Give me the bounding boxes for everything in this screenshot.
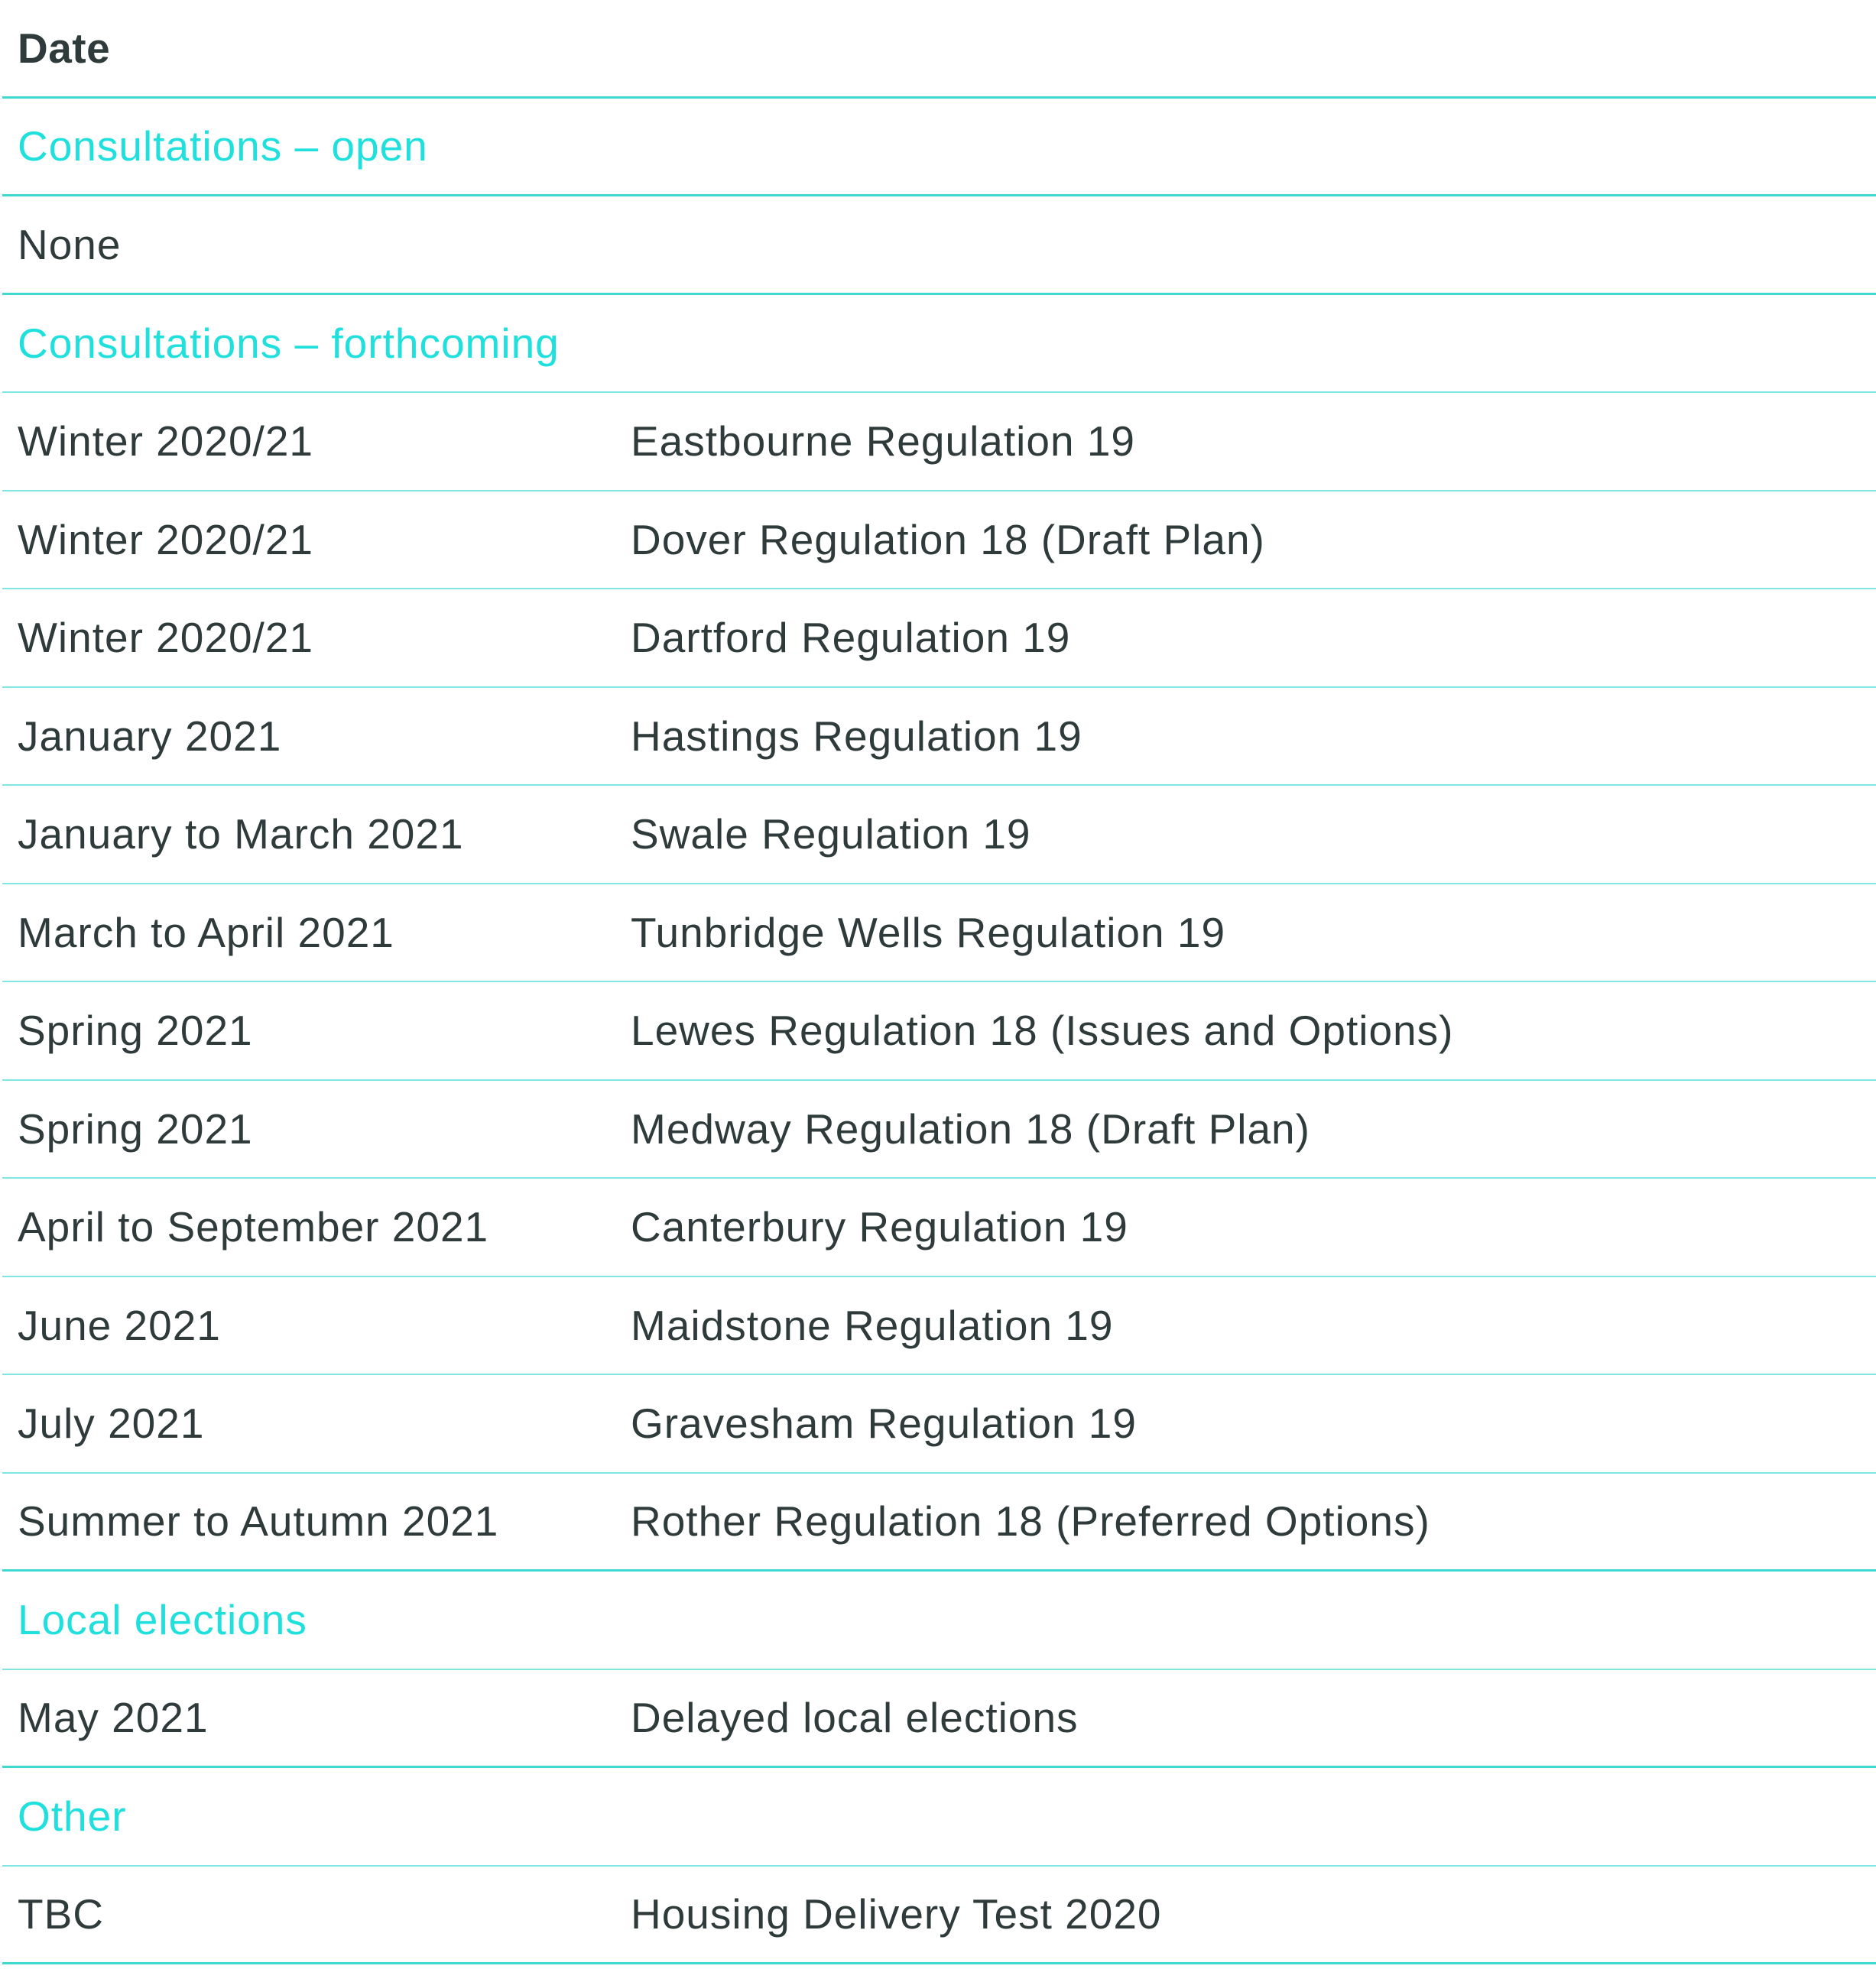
section-title: Consultations – open [18,122,428,170]
table-row [2,393,1876,491]
row-date: March to April 2021 [18,908,394,956]
section-title: Local elections [18,1596,307,1644]
table-row [2,884,1876,983]
table-row [2,1179,1876,1277]
section-title: Consultations – forthcoming [18,319,560,367]
section-heading-local-elections [2,1572,1876,1670]
section-title: Other [18,1792,127,1841]
row-item: Tunbridge Wells Regulation 19 [631,908,1226,956]
row-item: Dartford Regulation 19 [631,614,1071,662]
row-item: Eastbourne Regulation 19 [631,417,1136,465]
row-item: Hastings Regulation 19 [631,712,1082,760]
row-date: Summer to Autumn 2021 [18,1497,499,1546]
row-item: Medway Regulation 18 (Draft Plan) [631,1105,1310,1153]
table-row [2,1867,1876,1965]
row-date: May 2021 [18,1694,209,1742]
row-date: Spring 2021 [18,1105,253,1153]
table-row [2,491,1876,590]
header-date-label: Date [18,24,111,72]
row-date: July 2021 [18,1400,205,1448]
table-row [2,688,1876,787]
row-date: April to September 2021 [18,1203,489,1251]
row-date: June 2021 [18,1301,221,1349]
table-row [2,196,1876,295]
section-heading-consultations-forthcoming [2,295,1876,394]
row-item: Maidstone Regulation 19 [631,1301,1114,1349]
row-item: Swale Regulation 19 [631,810,1031,858]
table-row [2,589,1876,688]
section-heading-consultations-open [2,99,1876,197]
row-item: Dover Regulation 18 (Draft Plan) [631,515,1265,563]
row-item: Delayed local elections [631,1694,1079,1742]
table-row [2,1670,1876,1769]
table-row [2,982,1876,1081]
table-row [2,1474,1876,1572]
table-row [2,1375,1876,1474]
row-date: Winter 2020/21 [18,614,313,662]
row-date: Spring 2021 [18,1007,253,1055]
row-date: Winter 2020/21 [18,515,313,563]
row-date: Winter 2020/21 [18,417,313,465]
row-item: Lewes Regulation 18 (Issues and Options) [631,1007,1454,1055]
row-item: Gravesham Regulation 19 [631,1400,1137,1448]
row-date: TBC [18,1890,104,1938]
table-header-row [2,0,1876,99]
table-row [2,1081,1876,1179]
section-heading-other [2,1768,1876,1867]
row-date: None [18,220,122,268]
row-date: January to March 2021 [18,810,464,858]
row-item: Rother Regulation 18 (Preferred Options) [631,1497,1430,1546]
table-row [2,1277,1876,1376]
row-date: January 2021 [18,712,282,760]
row-item: Housing Delivery Test 2020 [631,1890,1162,1938]
row-item: Canterbury Regulation 19 [631,1203,1128,1251]
table-row [2,786,1876,884]
consultation-schedule-table [2,0,1876,1964]
